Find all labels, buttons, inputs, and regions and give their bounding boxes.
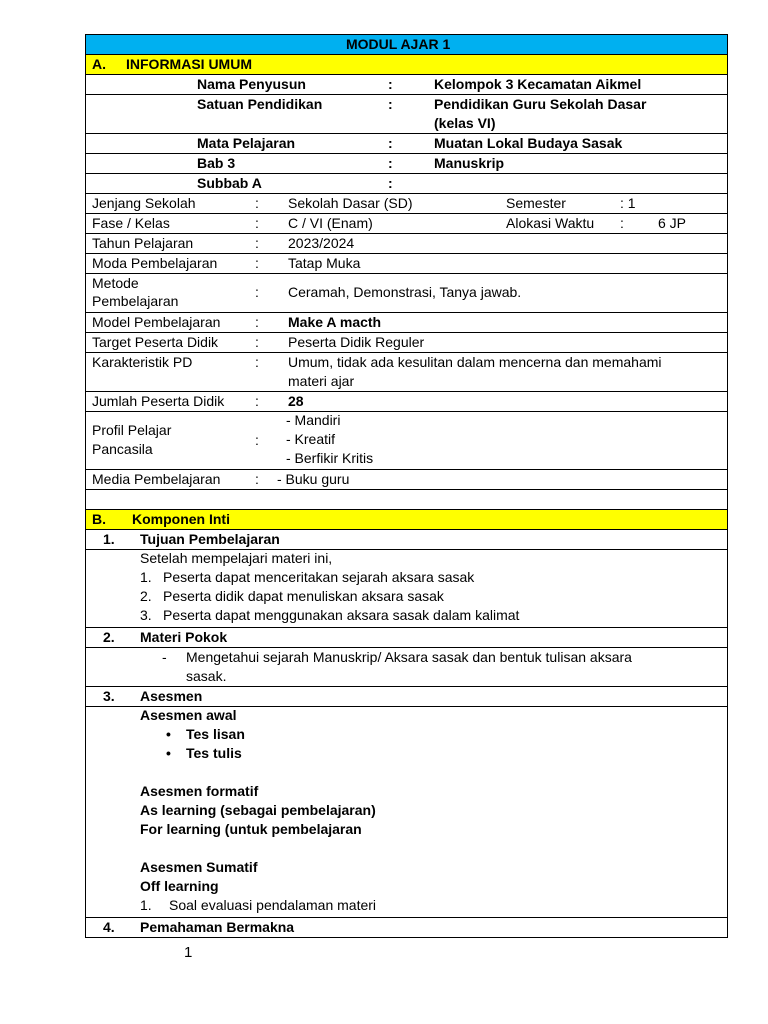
detail-value: Tatap Muka: [288, 255, 361, 271]
info-row-satuan: [86, 95, 727, 134]
asesmen-title: Asesmen: [140, 688, 203, 704]
detail-row-karakteristik: [86, 353, 727, 392]
section-b-letter: B.: [92, 511, 106, 527]
info-label: Subbab A: [197, 175, 262, 191]
detail-label: Moda Pembelajaran: [92, 255, 218, 271]
detail-value: Ceramah, Demonstrasi, Tanya jawab.: [288, 284, 522, 300]
asesmen-formatif-title: Asesmen formatif: [140, 783, 259, 799]
tujuan-body: [86, 550, 727, 628]
asesmen-num: 3.: [103, 688, 115, 704]
materi-num: 2.: [103, 629, 115, 645]
tujuan-item-num: 2.: [140, 588, 152, 604]
module-title-row: [86, 35, 727, 55]
detail-value: Peserta Didik Reguler: [288, 334, 425, 350]
info-label: Nama Penyusun: [197, 76, 306, 92]
detail-colon: :: [255, 215, 259, 231]
profil-item: - Mandiri: [286, 412, 341, 428]
info-colon: :: [388, 135, 393, 151]
detail-row-fase: [86, 214, 727, 234]
spacer-row: [86, 490, 727, 510]
info-row-penyusun: [86, 75, 727, 95]
detail-colon: :: [255, 314, 259, 330]
module-document: [85, 34, 728, 938]
detail-row-target: [86, 333, 727, 353]
tujuan-title: Tujuan Pembelajaran: [140, 531, 280, 547]
asesmen-formatif-line: As learning (sebagai pembelajaran): [140, 802, 376, 818]
tujuan-item-num: 3.: [140, 607, 152, 623]
info-row-subbab: [86, 174, 727, 194]
detail-value: Sekolah Dasar (SD): [288, 195, 413, 211]
detail-row-model: [86, 313, 727, 333]
tujuan-item-text: Peserta didik dapat menuliskan aksara sasak: [163, 588, 444, 604]
detail-label-cont: Pancasila: [92, 441, 153, 457]
info-colon: :: [388, 155, 393, 171]
info-colon: :: [388, 175, 393, 191]
detail-label-cont: Pembelajaran: [92, 293, 179, 309]
bullet-icon: •: [166, 726, 171, 742]
detail-label: Target Peserta Didik: [92, 334, 219, 350]
detail-colon: :: [255, 471, 259, 487]
detail-colon: :: [255, 195, 259, 211]
detail-value-cont: materi ajar: [288, 373, 355, 389]
materi-header: [86, 628, 727, 648]
asesmen-awal-item: Tes tulis: [186, 745, 242, 761]
detail-label: Media Pembelajaran: [92, 471, 221, 487]
info-row-mapel: [86, 134, 727, 154]
info-label: Satuan Pendidikan: [197, 96, 323, 112]
asesmen-awal-title: Asesmen awal: [140, 707, 237, 723]
info-value: Muatan Lokal Budaya Sasak: [434, 135, 623, 151]
pemahaman-header: [86, 918, 727, 938]
asesmen-awal-item: Tes lisan: [186, 726, 245, 742]
detail-colon: :: [255, 393, 259, 409]
detail-label: Model Pembelajaran: [92, 314, 221, 330]
materi-dash: -: [162, 649, 167, 665]
tujuan-item-num: 1.: [140, 569, 152, 585]
info-label: Mata Pelajaran: [197, 135, 296, 151]
profil-item: - Berfikir Kritis: [286, 450, 374, 466]
asesmen-sumatif-line: Off learning: [140, 878, 219, 894]
asesmen-header: [86, 687, 727, 707]
alokasi-value: 6 JP: [658, 215, 687, 231]
materi-title: Materi Pokok: [140, 629, 228, 645]
detail-value: 28: [288, 393, 304, 409]
page-number: 1: [184, 944, 193, 961]
section-b-header: [86, 510, 727, 530]
info-colon: :: [388, 96, 393, 112]
detail-label: Fase / Kelas: [92, 215, 170, 231]
detail-value: 2023/2024: [288, 235, 355, 251]
section-a-label: INFORMASI UMUM: [126, 56, 252, 72]
detail-row-tahun: [86, 234, 727, 254]
section-a-header: [86, 55, 727, 75]
asesmen-formatif-line: For learning (untuk pembelajaran: [140, 821, 362, 837]
tujuan-item-text: Peserta dapat menceritakan sejarah aksara sasak: [163, 569, 475, 585]
info-value: Pendidikan Guru Sekolah Dasar: [434, 96, 647, 112]
detail-row-metode: [86, 274, 727, 313]
asesmen-sumatif-item: Soal evaluasi pendalaman materi: [169, 897, 377, 913]
detail-label: Jumlah Peserta Didik: [92, 393, 225, 409]
materi-body: [86, 648, 727, 687]
tujuan-intro: Setelah mempelajari materi ini,: [140, 550, 333, 566]
alokasi-label: Alokasi Waktu: [506, 215, 595, 231]
info-value: Manuskrip: [434, 155, 505, 171]
detail-label: Tahun Pelajaran: [92, 235, 194, 251]
info-row-bab: [86, 154, 727, 174]
detail-value: Make A macth: [288, 314, 382, 330]
detail-row-moda: [86, 254, 727, 274]
detail-label: Jenjang Sekolah: [92, 195, 196, 211]
detail-row-jenjang: [86, 194, 727, 214]
detail-label: Metode: [92, 275, 139, 291]
detail-colon: :: [255, 255, 259, 271]
asesmen-sumatif-title: Asesmen Sumatif: [140, 859, 258, 875]
info-colon: :: [388, 76, 393, 92]
detail-value: - Buku guru: [277, 471, 350, 487]
section-b-label: Komponen Inti: [132, 511, 230, 527]
detail-value: Umum, tidak ada kesulitan dalam mencerna dan memahami: [288, 354, 662, 370]
pemahaman-title: Pemahaman Bermakna: [140, 919, 295, 935]
materi-line-cont: sasak.: [186, 668, 227, 684]
materi-line: Mengetahui sejarah Manuskrip/ Aksara sasak dan bentuk tulisan aksara: [186, 649, 632, 665]
asesmen-body: [86, 707, 727, 918]
detail-row-media: [86, 470, 727, 490]
detail-row-jumlah: [86, 392, 727, 412]
pemahaman-num: 4.: [103, 919, 115, 935]
semester-value: : 1: [620, 195, 636, 211]
info-value-cont: (kelas VI): [434, 115, 496, 131]
detail-colon: :: [255, 235, 259, 251]
detail-label: Karakteristik PD: [92, 354, 193, 370]
asesmen-sumatif-item-num: 1.: [140, 897, 152, 913]
tujuan-item-text: Peserta dapat menggunakan aksara sasak dalam kalimat: [163, 607, 520, 623]
section-a-letter: A.: [92, 56, 106, 72]
detail-label: Profil Pelajar: [92, 422, 172, 438]
info-value: Kelompok 3 Kecamatan Aikmel: [434, 76, 642, 92]
semester-label: Semester: [506, 195, 566, 211]
detail-colon: :: [255, 354, 259, 370]
tujuan-header: [86, 530, 727, 550]
tujuan-num: 1.: [103, 531, 115, 547]
detail-colon: :: [255, 334, 259, 350]
detail-value: C / VI (Enam): [288, 215, 373, 231]
info-label: Bab 3: [197, 155, 236, 171]
detail-row-profil: [86, 412, 727, 470]
alokasi-colon: :: [620, 215, 624, 231]
bullet-icon: •: [166, 745, 171, 761]
detail-colon: :: [255, 432, 259, 448]
profil-item: - Kreatif: [286, 431, 336, 447]
detail-colon: :: [255, 284, 259, 300]
module-title: MODUL AJAR 1: [346, 36, 451, 52]
